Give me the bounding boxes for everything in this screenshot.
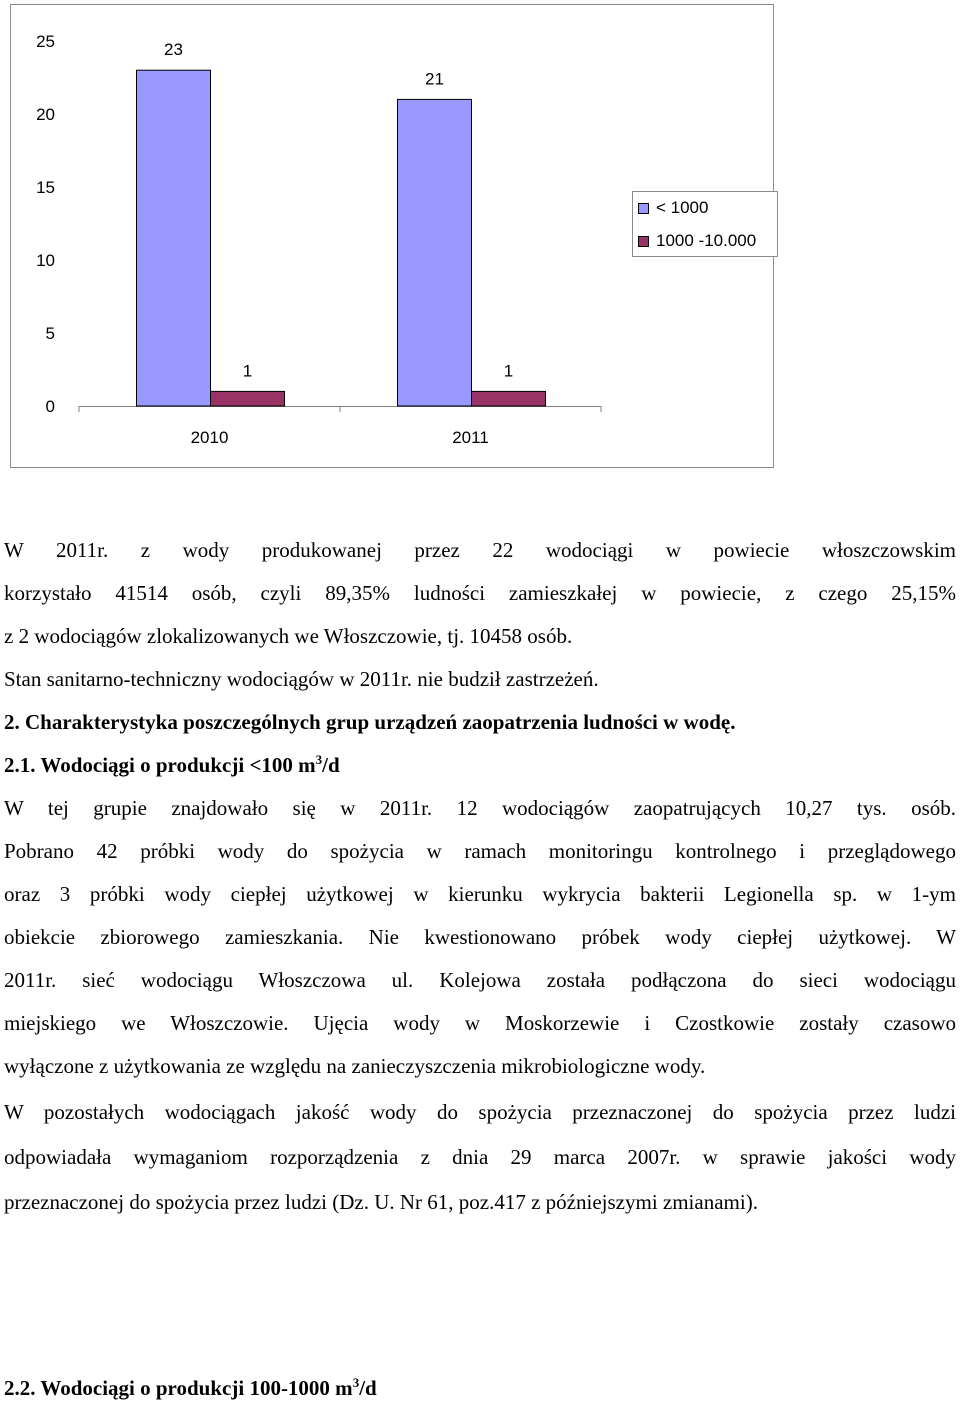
bar-value-label: 1 bbox=[503, 361, 514, 381]
section-2-2-heading-text bbox=[4, 1376, 956, 1401]
paragraph-1-line: Stan sanitarno-techniczny wodociągów w 2011r. nie budził zastrzeżeń. bbox=[4, 667, 599, 691]
bar bbox=[137, 70, 211, 406]
paragraph-1 bbox=[4, 538, 956, 708]
section-2-heading-text: 2. Charakterystyka poszczególnych grup urządzeń zaopatrzenia ludności w wodę. bbox=[4, 710, 736, 734]
paragraph-2-line: oraz 3 próbki wody ciepłej użytkowej w kierunku wykrycia bakterii Legionella sp. w 1-ym bbox=[4, 882, 956, 906]
paragraph-2-line: W tej grupie znajdowało się w 2011r. 12 wodociągów zaopatrujących 10,27 tys. osób. bbox=[4, 796, 956, 820]
paragraph-3 bbox=[4, 1100, 956, 1230]
x-tick-label: 2011 bbox=[452, 428, 489, 447]
paragraph-1-line: korzystało 41514 osób, czyli 89,35% ludności zamieszkałej w powiecie, z czego 25,15% bbox=[4, 581, 956, 605]
paragraph-2-line: wyłączone z użytkowania ze względu na zanieczyszczenia mikrobiologiczne wody. bbox=[4, 1054, 706, 1078]
paragraph-1-line: z 2 wodociągów zlokalizowanych we Włoszczowie, tj. 10458 osób. bbox=[4, 624, 573, 648]
legend-item-series-1 bbox=[638, 198, 708, 218]
paragraph-2-line: obiekcie zbiorowego zamieszkania. Nie kwestionowano próbek wody ciepłej użytkowej. W bbox=[4, 925, 956, 949]
legend-swatch-series-1 bbox=[638, 203, 649, 214]
y-tick-label: 10 bbox=[36, 251, 55, 270]
y-tick-label: 15 bbox=[36, 178, 55, 197]
y-tick-label: 5 bbox=[45, 324, 55, 343]
bar-value-label: 23 bbox=[164, 40, 183, 60]
legend-label-series-1: < 1000 bbox=[656, 198, 709, 217]
bar bbox=[398, 99, 472, 406]
section-2-1-heading-text bbox=[4, 753, 956, 778]
section-2-1-heading-sup: 3 bbox=[315, 752, 323, 767]
paragraph-2-line: miejskiego we Włoszczowie. Ujęcia wody w Moskorzewie i Czostkowie zostały czasowo bbox=[4, 1011, 956, 1035]
chart-frame bbox=[10, 4, 774, 468]
legend-item-series-2 bbox=[638, 231, 756, 251]
x-tick-label: 2010 bbox=[190, 428, 229, 447]
y-tick-label: 20 bbox=[36, 105, 55, 124]
paragraph-2-line: 2011r. sieć wodociągu Włoszczowa ul. Kolejowa została podłączona do sieci wodociągu bbox=[4, 968, 956, 992]
bar bbox=[211, 391, 285, 406]
section-2-2-heading-suffix: /d bbox=[359, 1376, 377, 1400]
section-2-2-heading-main: 2.2. Wodociągi o produkcji 100-1000 m bbox=[4, 1376, 353, 1400]
section-2-1-heading-main: 2.1. Wodociągi o produkcji <100 m bbox=[4, 753, 316, 777]
paragraph-1-line: W 2011r. z wody produkowanej przez 22 wodociągi w powiecie włoszczowskim bbox=[4, 538, 956, 562]
bar-value-label: 1 bbox=[242, 361, 253, 381]
chart-legend bbox=[632, 191, 778, 257]
y-tick-label: 25 bbox=[36, 32, 55, 51]
paragraph-3-line: W pozostałych wodociągach jakość wody do spożycia przeznaczonej do spożycia przez ludzi bbox=[4, 1100, 956, 1124]
paragraph-2-line: Pobrano 42 próbki wody do spożycia w ramach monitoringu kontrolnego i przeglądowego bbox=[4, 839, 956, 863]
paragraph-2 bbox=[4, 796, 956, 1096]
bar-value-label: 21 bbox=[425, 69, 444, 89]
section-2-2-heading-sup: 3 bbox=[352, 1375, 360, 1390]
bar bbox=[472, 391, 546, 406]
legend-label-series-2: 1000 -10.000 bbox=[656, 231, 757, 250]
paragraph-3-line: odpowiadała wymaganiom rozporządzenia z dnia 29 marca 2007r. w sprawie jakości wody bbox=[4, 1145, 956, 1169]
legend-swatch-series-2 bbox=[638, 236, 649, 247]
y-tick-label: 0 bbox=[45, 397, 55, 416]
section-2-1-heading-suffix: /d bbox=[322, 753, 340, 777]
paragraph-3-line: przeznaczonej do spożycia przez ludzi (Dz. U. Nr 61, poz.417 z późniejszymi zmianami). bbox=[4, 1190, 758, 1214]
